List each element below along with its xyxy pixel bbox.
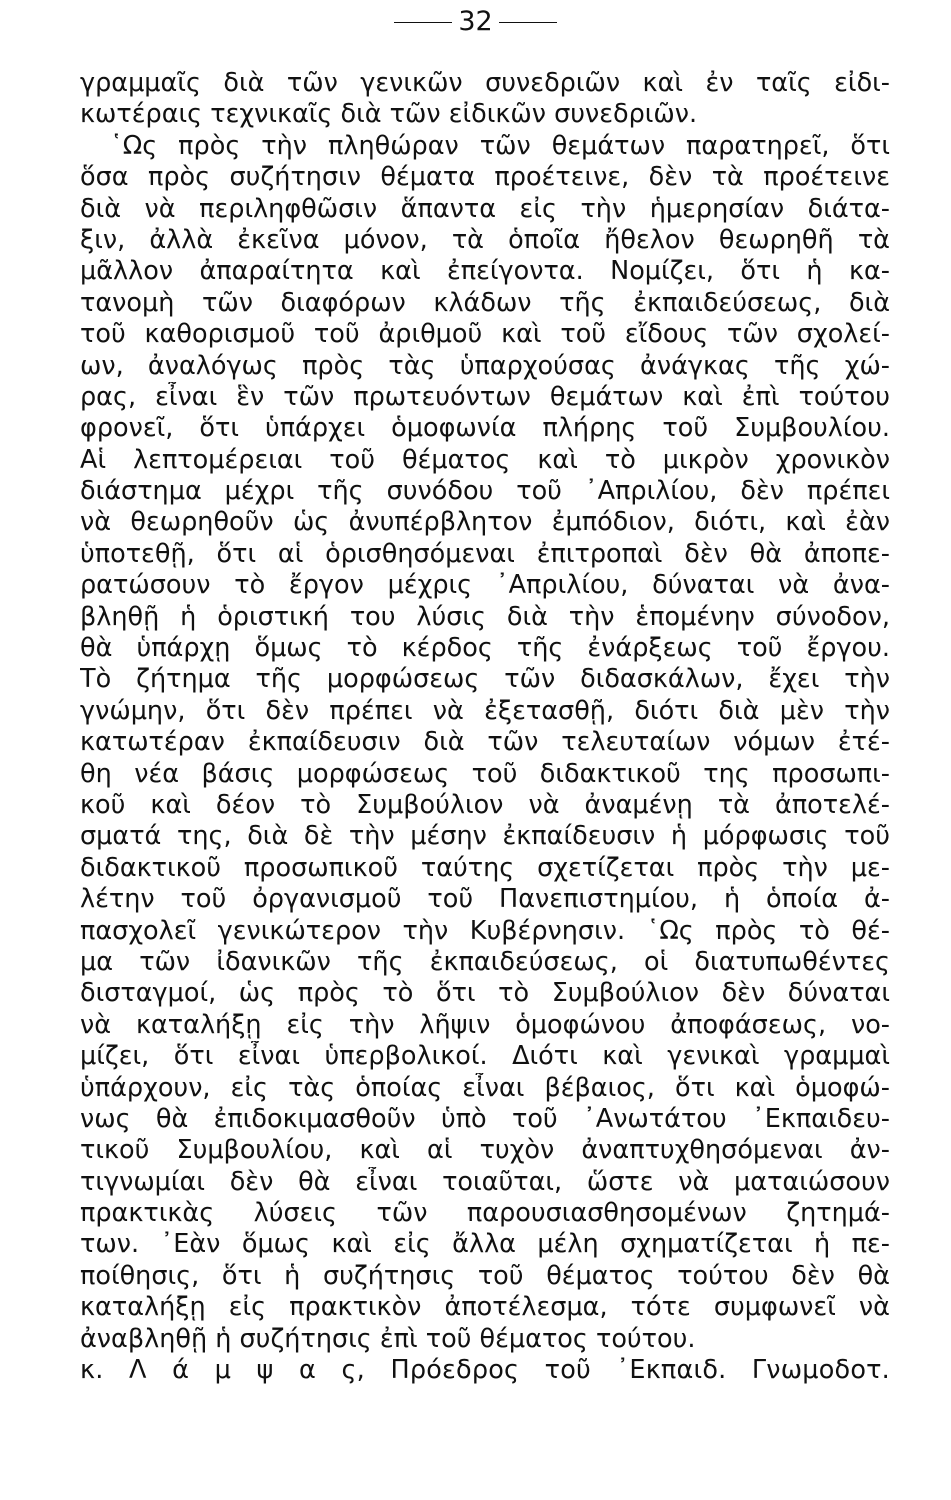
text-line: ὅσα πρὸς συζήτησιν θέματα προέτεινε, δὲν τὰ προέτεινε [80,162,890,193]
text-line: ῾Ως πρὸς τὴν πληθώραν τῶν θεμάτων παρατηρεῖ, ὅτι [110,130,890,161]
text-line: διάστημα μέχρι τῆς συνόδου τοῦ ᾿Απριλίου, δὲν πρέπει [80,476,890,507]
text-line: Τὸ ζήτημα τῆς μορφώσεως τῶν διδασκάλων, ἔχει τὴν [80,664,890,695]
text-line: νὰ καταλήξῃ εἰς τὴν λῆψιν ὁμοφώνου ἀποφάσεως, νο- [80,1009,890,1040]
text-line: ρατώσουν τὸ ἔργον μέχρις ᾿Απριλίου, δύναται νὰ ἀνα- [80,570,890,601]
text-line: των. ᾿Εὰν ὅμως καὶ εἰς ἄλλα μέλη σχηματίζεται ἡ πε- [80,1229,890,1260]
text-line: μίζει, ὅτι εἶναι ὑπερβολικοί. Διότι καὶ γενικαὶ γραμμαὶ [80,1041,890,1072]
text-line: ὑπάρχουν, εἰς τὰς ὁποίας εἶναι βέβαιος, ὅτι καὶ ὁμοφώ- [80,1072,890,1103]
page-number: 32 [458,6,493,37]
text-line: δισταγμοί, ὡς πρὸς τὸ ὅτι τὸ Συμβούλιον δὲν δύναται [80,978,890,1009]
text-line: θὰ ὑπάρχῃ ὅμως τὸ κέρδος τῆς ἐνάρξεως τοῦ ἔργου. [80,633,890,664]
text-line: κωτέραις τεχνικαῖς διὰ τῶν εἰδικῶν συνεδριῶν. [80,99,698,130]
text-line: θη νέα βάσις μορφώσεως τοῦ διδακτικοῦ της προσωπι- [80,758,890,789]
body-text [80,68,890,1386]
text-line: κοῦ καὶ δέον τὸ Συμβούλιον νὰ ἀναμένῃ τὰ ἀποτελέ- [80,789,890,820]
speaker-signature-line: κ. Λ ά μ ψ α ς, Πρόεδρος τοῦ ᾿Εκπαιδ. Γνωμοδοτ. [80,1355,890,1386]
page-number-header [0,4,951,40]
text-line: ρας, εἶναι ἓν τῶν πρωτευόντων θεμάτων καὶ ἐπὶ τούτου [80,381,890,412]
left-dash-rule [394,22,452,23]
text-line: νως θὰ ἐπιδοκιμασθοῦν ὑπὸ τοῦ ᾿Ανωτάτου ᾿Εκπαιδευ- [80,1103,890,1134]
text-line: πασχολεῖ γενικώτερον τὴν Κυβέρνησιν. ῾Ως πρὸς τὸ θέ- [80,915,890,946]
text-line: λέτην τοῦ ὀργανισμοῦ τοῦ Πανεπιστημίου, ἡ ὁποία ἀ- [80,884,890,915]
text-line: γραμμαῖς διὰ τῶν γενικῶν συνεδριῶν καὶ ἐν ταῖς εἰδι- [80,68,890,98]
text-line: τιγνωμίαι δὲν θὰ εἶναι τοιαῦται, ὥστε νὰ ματαιώσουν [80,1166,890,1197]
text-line: φρονεῖ, ὅτι ὑπάρχει ὁμοφωνία πλήρης τοῦ Συμβουλίου. [80,413,890,444]
text-line: τικοῦ Συμβουλίου, καὶ αἱ τυχὸν ἀναπτυχθησόμεναι ἀν- [80,1135,890,1166]
text-line: ποίθησις, ὅτι ἡ συζήτησις τοῦ θέματος τούτου δὲν θὰ [80,1260,890,1291]
text-line: διὰ νὰ περιληφθῶσιν ἅπαντα εἰς τὴν ἡμερησίαν διάτα- [80,193,890,224]
text-line: πρακτικὰς λύσεις τῶν παρουσιασθησομένων ζητημά- [80,1198,890,1229]
text-line: μᾶλλον ἀπαραίτητα καὶ ἐπείγοντα. Νομίζει, ὅτι ἡ κα- [80,256,890,287]
text-line: κατωτέραν ἐκπαίδευσιν διὰ τῶν τελευταίων νόμων ἐτέ- [80,727,890,758]
text-line: ων, ἀναλόγως πρὸς τὰς ὑπαρχούσας ἀνάγκας τῆς χώ- [80,350,890,381]
text-line: νὰ θεωρηθοῦν ὡς ἀνυπέρβλητον ἐμπόδιον, διότι, καὶ ἐὰν [80,507,890,538]
text-line: ἀναβληθῇ ἡ συζήτησις ἐπὶ τοῦ θέματος τούτου. [80,1323,696,1354]
text-line: τοῦ καθορισμοῦ τοῦ ἀριθμοῦ καὶ τοῦ εἴδους τῶν σχολεί- [80,319,890,350]
text-line: διδακτικοῦ προσωπικοῦ ταύτης σχετίζεται πρὸς τὴν με- [80,852,890,883]
right-dash-rule [499,22,557,23]
text-line: ξιν, ἀλλὰ ἐκεῖνα μόνον, τὰ ὁποῖα ἤθελον θεωρηθῆ τὰ [80,224,890,255]
text-line: γνώμην, ὅτι δὲν πρέπει νὰ ἐξετασθῇ, διότι διὰ μὲν τὴν [80,695,890,726]
text-line: τανομὴ τῶν διαφόρων κλάδων τῆς ἐκπαιδεύσεως, διὰ [80,287,890,318]
text-line: μα τῶν ἰδανικῶν τῆς ἐκπαιδεύσεως, οἱ διατυπωθέντες [80,946,890,977]
text-line: βληθῇ ἡ ὁριστική του λύσις διὰ τὴν ἑπομένην σύνοδον, [80,601,890,632]
text-line: καταλήξῃ εἰς πρακτικὸν ἀποτέλεσμα, τότε συμφωνεῖ νὰ [80,1292,890,1323]
text-line: σματά της, διὰ δὲ τὴν μέσην ἐκπαίδευσιν ἡ μόρφωσις τοῦ [80,821,890,852]
text-line: ὑποτεθῇ, ὅτι αἱ ὁρισθησόμεναι ἐπιτροπαὶ δὲν θὰ ἀποπε- [80,538,890,569]
text-line: Αἱ λεπτομέρειαι τοῦ θέματος καὶ τὸ μικρὸν χρονικὸν [80,444,890,475]
